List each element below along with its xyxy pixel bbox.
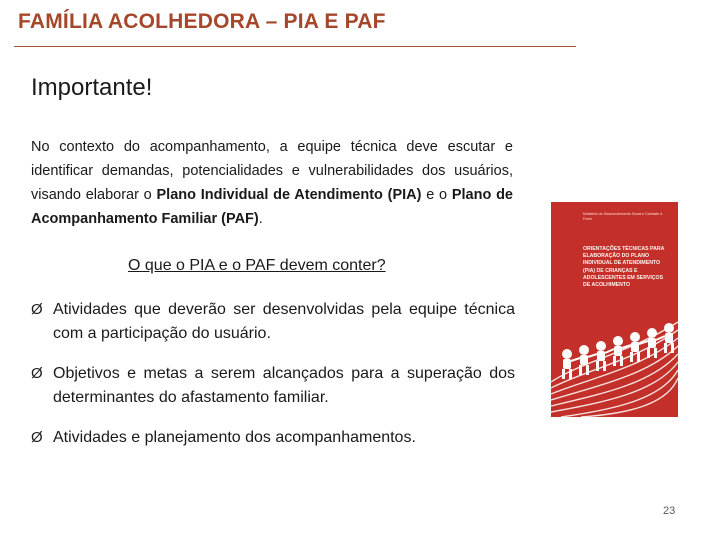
arrow-bullet-icon: Ø (31, 429, 43, 446)
intro-bold-pia: Plano Individual de Atendimento (PIA) (156, 187, 422, 203)
page-header-title: FAMÍLIA ACOLHEDORA – PIA E PAF (18, 10, 386, 33)
intro-text-3: . (258, 211, 263, 227)
child-figure-icon (596, 341, 606, 371)
list-item (31, 362, 515, 410)
intro-text-2: e o (421, 187, 452, 203)
question-heading: O que o PIA e o PAF devem conter? (128, 257, 386, 274)
list-item (31, 298, 515, 346)
child-figure-icon (647, 328, 657, 358)
intro-bold-paf: Plano de Acompanhamento Familiar (PAF) (31, 187, 513, 227)
child-figure-icon (664, 323, 674, 353)
bullet-text: Objetivos e metas a serem alcançados para a superação dos determinantes do afastamento familiar. (53, 365, 515, 406)
header-divider (14, 46, 576, 47)
cover-title: ORIENTAÇÕES TÉCNICAS PARA ELABORAÇÃO DO PLANO INDIVIDUAL DE ATENDIMENTO (PIA) DE CRIANÇAS E ADOLESCENTES EM SERVIÇOS DE ACOLHIMENTO (583, 246, 665, 289)
bullet-list (31, 298, 515, 450)
list-item (31, 426, 515, 450)
intro-text-1: No contexto do acompanhamento, a equipe técnica deve escutar e identificar demandas, potencialidades e vulnerabilidades dos usuários, visando elaborar o (31, 139, 513, 203)
intro-paragraph (31, 135, 513, 231)
section-heading: Importante! (31, 74, 153, 101)
bullet-text: Atividades que deverão ser desenvolvidas pela equipe técnica com a participação do usuário. (53, 301, 515, 342)
arrow-bullet-icon: Ø (31, 301, 43, 318)
child-figure-icon (630, 332, 640, 362)
cover-ministry-text: Ministério do Desenvolvimento Social e Combate à Fome (583, 212, 663, 221)
page-number: 23 (663, 505, 676, 517)
bullet-text: Atividades e planejamento dos acompanhamentos. (53, 429, 416, 446)
child-figure-icon (562, 349, 572, 379)
publication-cover-image (551, 202, 678, 417)
child-figure-icon (579, 345, 589, 375)
cover-artwork (551, 202, 678, 417)
arrow-bullet-icon: Ø (31, 365, 43, 382)
